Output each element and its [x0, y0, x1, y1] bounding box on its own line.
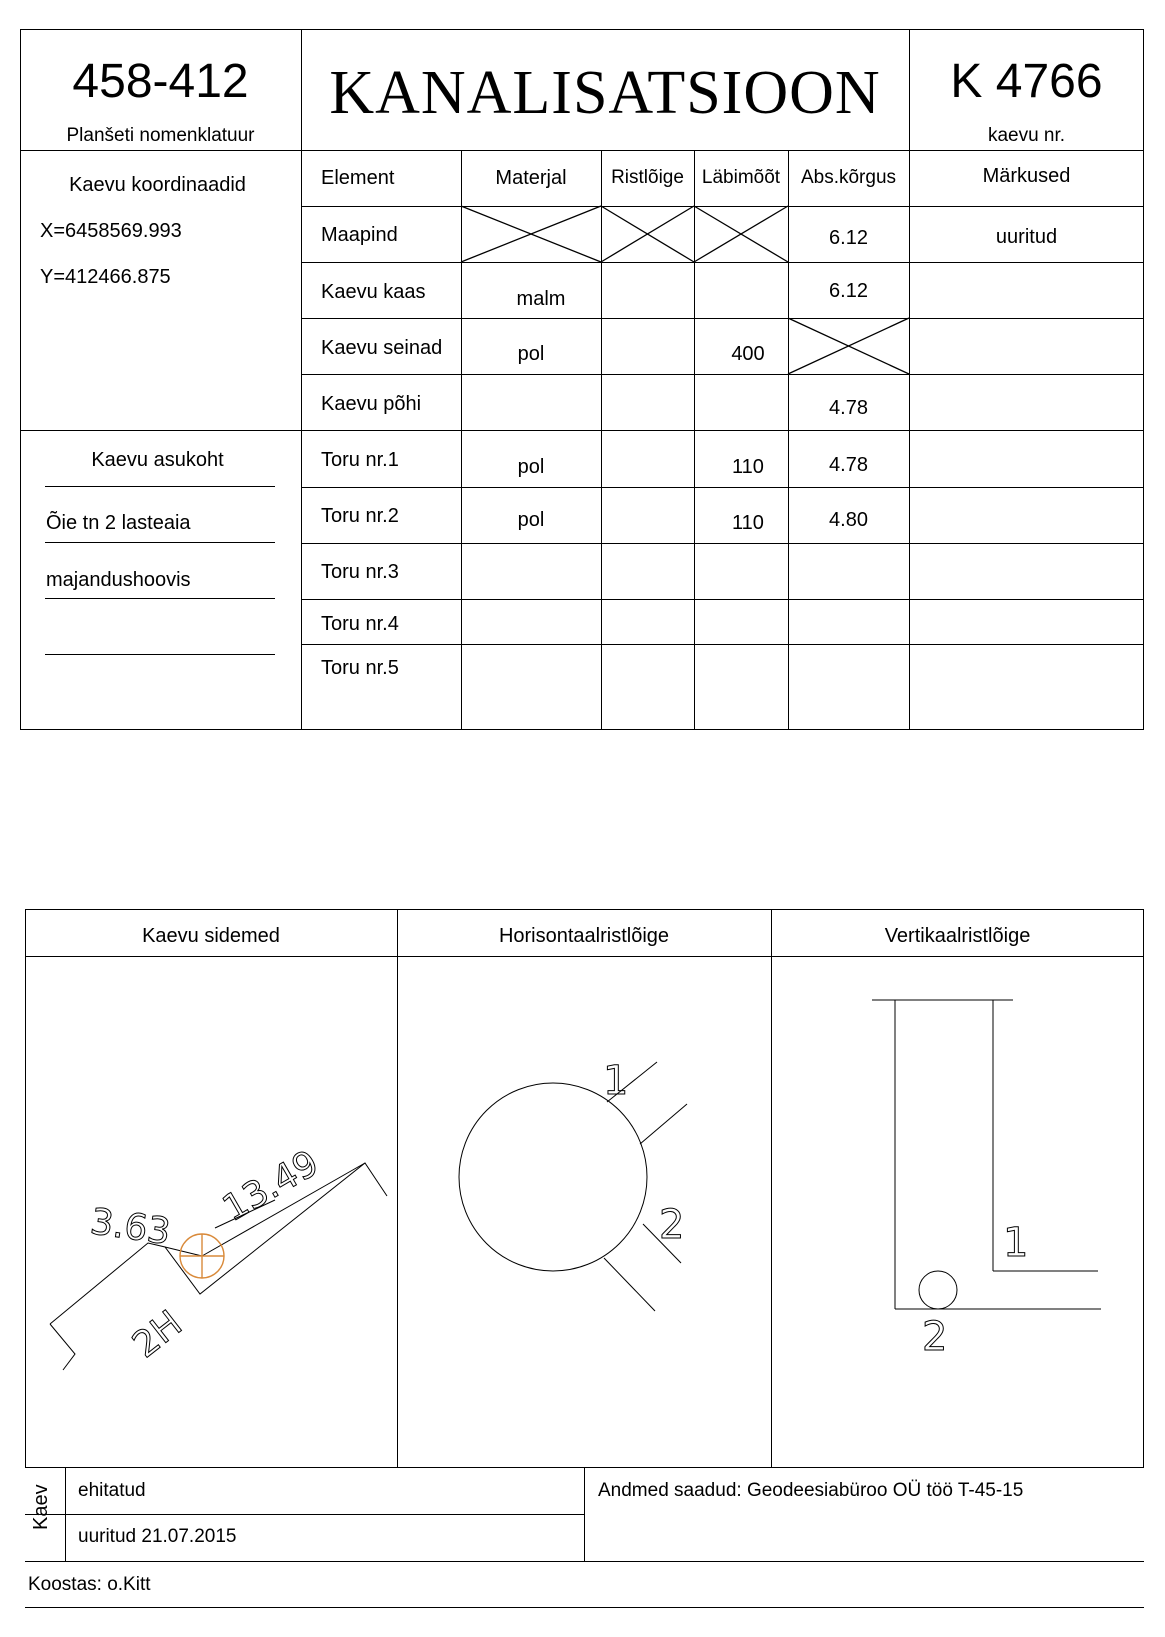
row-diameter: 400 — [731, 343, 765, 365]
coordinates-label: Kaevu koordinaadid — [69, 174, 246, 196]
row-element: Kaevu seinad — [321, 337, 443, 359]
vertical-section-drawing — [771, 956, 1144, 1468]
divider — [25, 1607, 1144, 1608]
row-element: Kaevu põhi — [321, 393, 422, 415]
row-element: Maapind — [321, 224, 398, 246]
side-label: Kaev — [30, 1484, 52, 1530]
pipe-number-label: 2 — [922, 1314, 948, 1360]
location-line: majandushoovis — [46, 569, 191, 591]
divider — [25, 1514, 584, 1515]
row-element: Toru nr.3 — [321, 561, 399, 583]
underline — [45, 654, 275, 655]
row-diameter: 110 — [732, 512, 764, 534]
divider — [584, 1468, 585, 1561]
underline — [45, 486, 275, 487]
row-element: Toru nr.1 — [321, 449, 399, 471]
location-label: Kaevu asukoht — [91, 449, 224, 471]
row-height: 6.12 — [829, 280, 868, 302]
col-header-abs-height: Abs.kõrgus — [800, 167, 897, 188]
row-height: 4.78 — [829, 454, 868, 476]
col-header-notes: Märkused — [982, 165, 1071, 187]
col-header-material: Materjal — [495, 167, 567, 189]
row-element: Toru nr.4 — [321, 613, 399, 635]
row-material: pol — [517, 456, 545, 478]
row-element: Toru nr.2 — [321, 505, 399, 527]
pipe-number-label: 1 — [603, 1058, 629, 1104]
surveyed-date: uuritud 21.07.2015 — [78, 1526, 237, 1547]
pipe-number-label: 2 — [659, 1202, 685, 1248]
pipe-line — [604, 1258, 655, 1311]
nomenclature-label: Planšeti nomenklatuur — [66, 125, 255, 146]
nomenclature-value: 458-412 — [72, 55, 249, 108]
row-material: pol — [517, 509, 545, 531]
tie-distance-label: 13.49 — [216, 1142, 326, 1230]
vertical-section-title: Vertikaalristlõige — [884, 925, 1031, 947]
building-label: 2H — [125, 1303, 190, 1367]
underline — [45, 598, 275, 599]
row-element: Toru nr.5 — [321, 657, 399, 679]
row-notes: uuritud — [995, 226, 1058, 248]
tie-distance-label: 3.63 — [87, 1201, 173, 1254]
location-line: Õie tn 2 lasteaia — [46, 512, 191, 534]
ties-panel-title: Kaevu sidemed — [142, 925, 280, 947]
row-height: 4.80 — [829, 509, 868, 531]
data-source: Andmed saadud: Geodeesiabüroo OÜ töö T-45-15 — [598, 1480, 1024, 1501]
pipe-line — [640, 1104, 687, 1144]
row-height: 4.78 — [829, 397, 868, 419]
coordinate-y: Y=412466.875 — [40, 266, 171, 288]
row-material: malm — [516, 288, 566, 310]
col-header-element: Element — [321, 167, 395, 189]
built-label: ehitatud — [78, 1480, 146, 1501]
well-number-label: kaevu nr. — [987, 125, 1066, 146]
col-header-diameter: Läbimõõt — [701, 167, 781, 188]
document-title: KANALISATSIOON — [329, 59, 881, 127]
well-number: K 4766 — [950, 55, 1103, 108]
pipe-circle — [919, 1271, 957, 1309]
coordinate-x: X=6458569.993 — [40, 220, 182, 242]
building-outline — [50, 1324, 75, 1370]
horizontal-section-drawing — [397, 956, 771, 1468]
horizontal-section-title: Horisontaalristlõige — [498, 925, 670, 947]
pipe-number-label: 1 — [1003, 1220, 1029, 1266]
well-marker — [180, 1234, 224, 1278]
author: Koostas: o.Kitt — [28, 1574, 151, 1595]
underline — [45, 542, 275, 543]
row-height: 6.12 — [829, 227, 868, 249]
row-element: Kaevu kaas — [321, 281, 426, 303]
row-material: pol — [517, 343, 545, 365]
row-diameter: 110 — [732, 456, 764, 478]
well-circle — [459, 1083, 647, 1271]
well-ties-sketch — [25, 956, 397, 1468]
divider — [25, 1561, 1144, 1562]
col-header-cross-section: Ristlõige — [611, 167, 684, 188]
divider — [65, 1468, 66, 1561]
crossed-out-cells — [0, 0, 1165, 730]
